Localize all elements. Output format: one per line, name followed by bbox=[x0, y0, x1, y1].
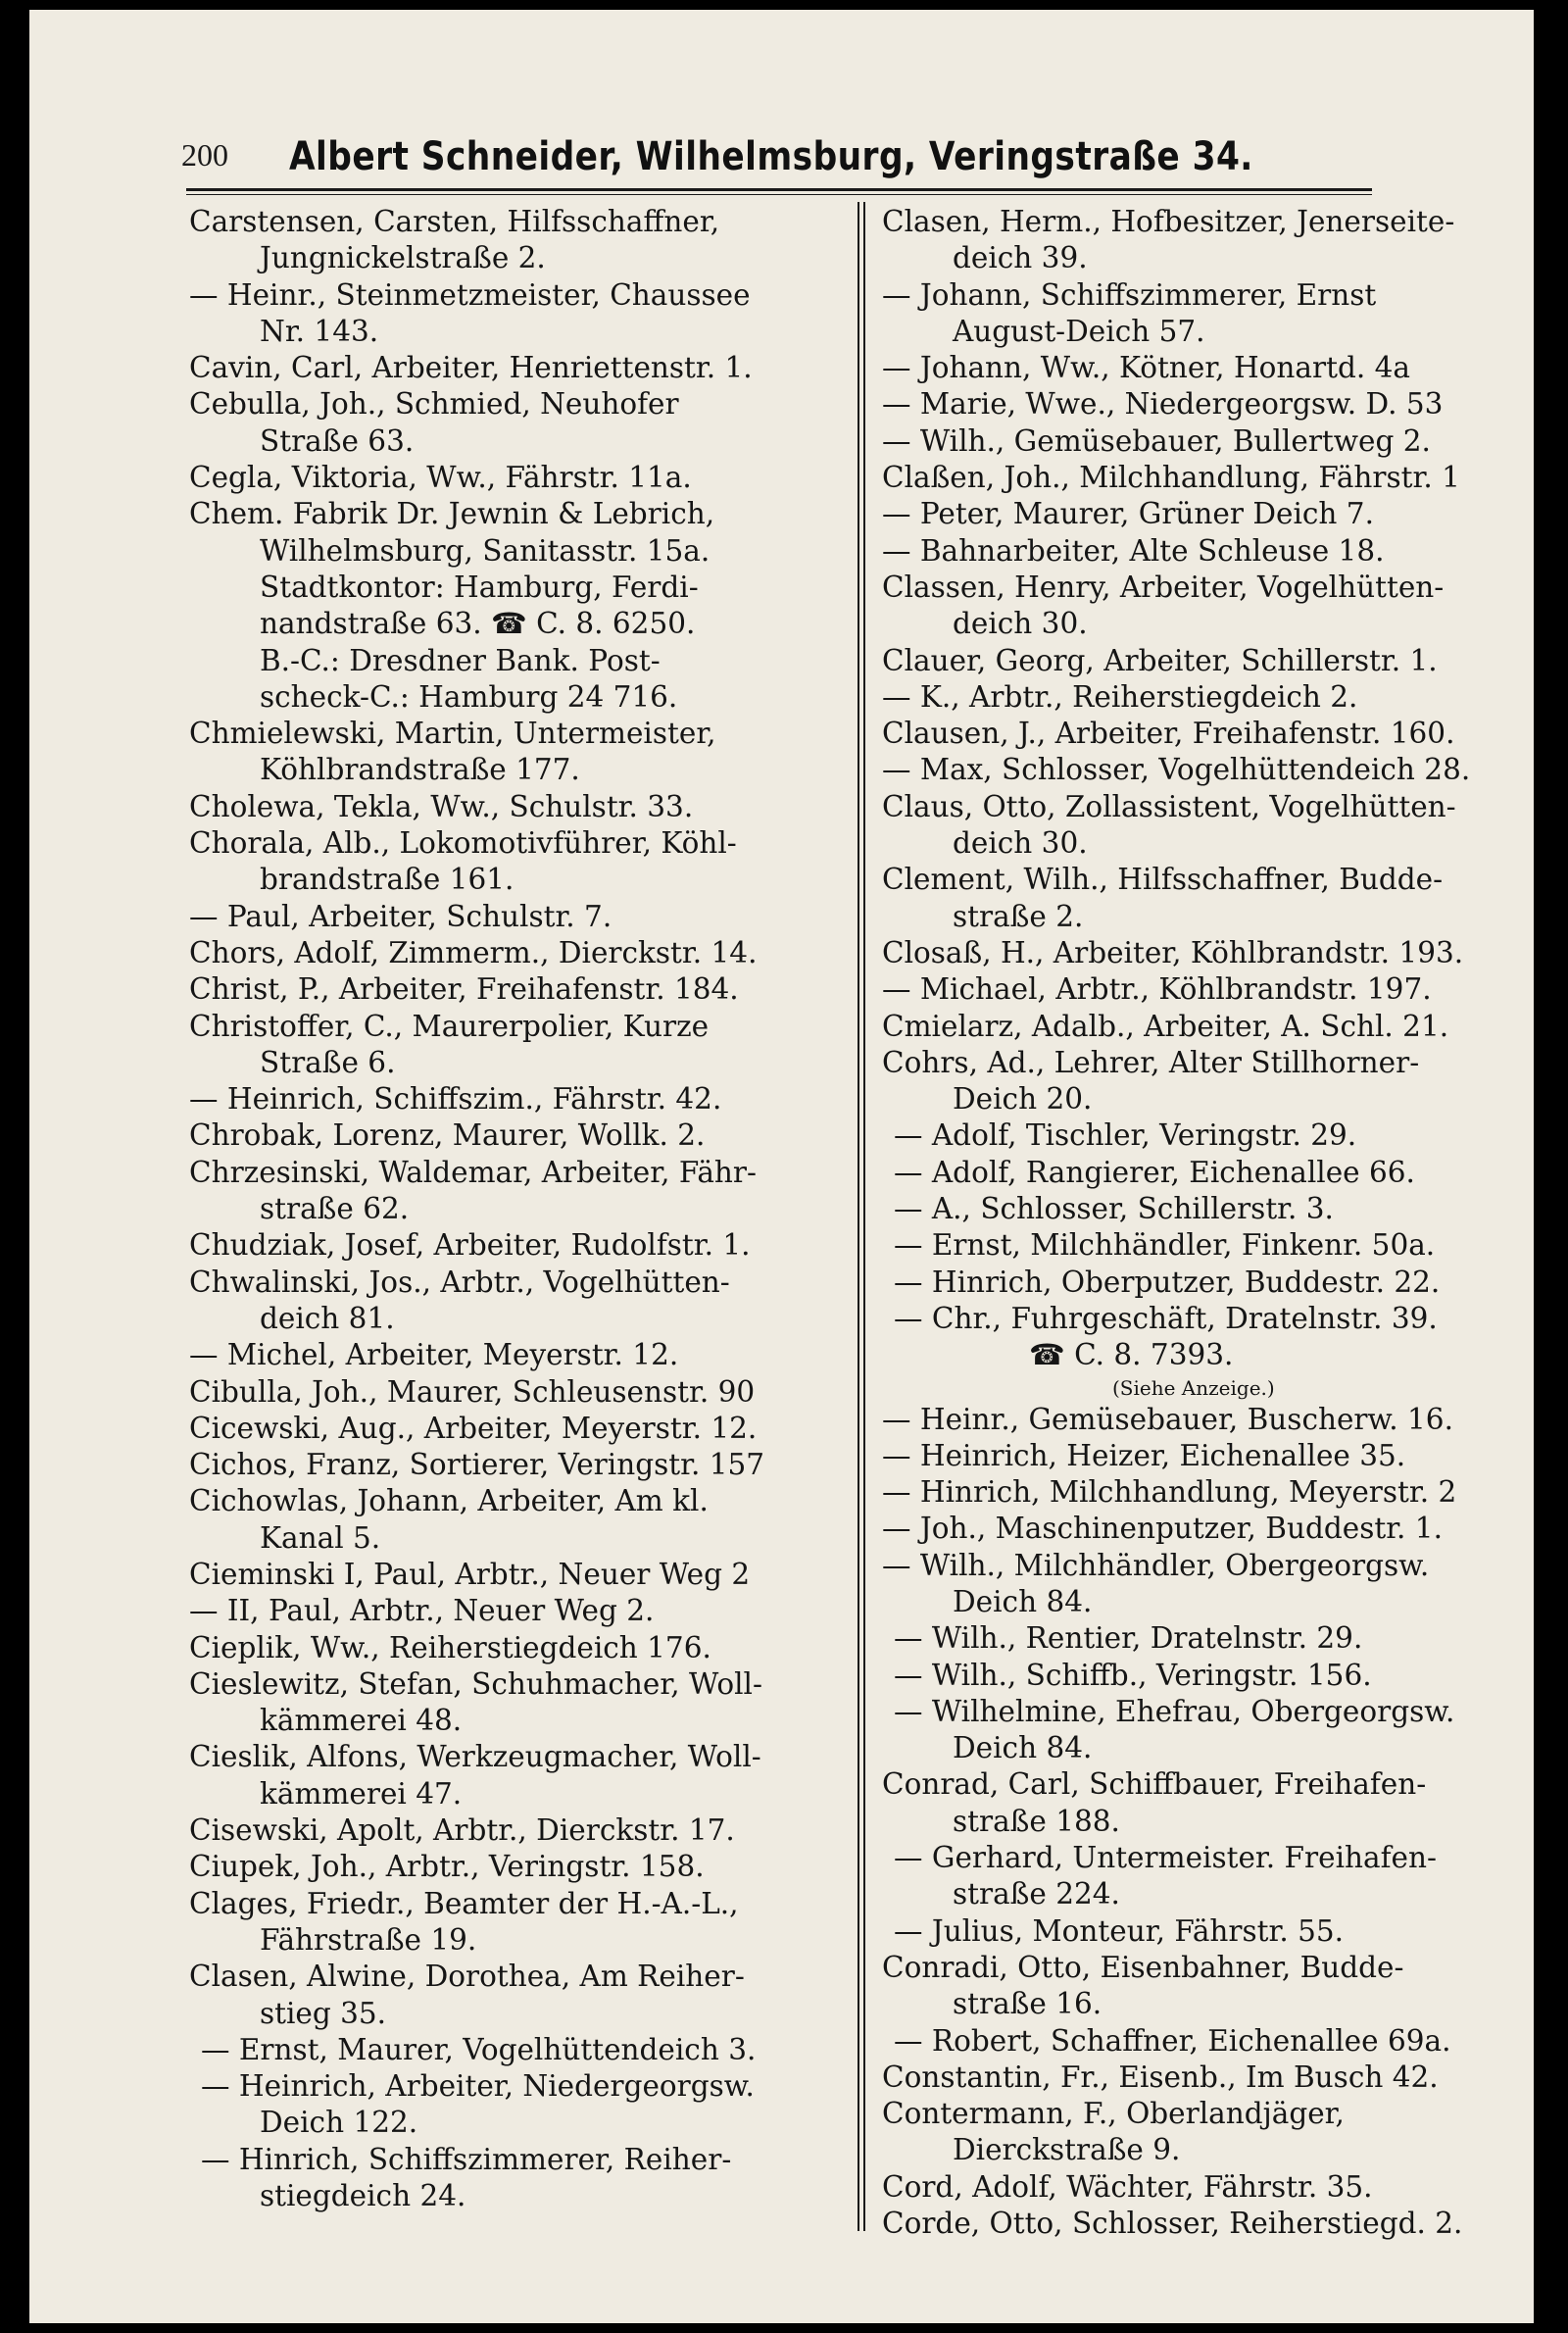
entry-continuation: Stadtkontor: Hamburg, Ferdi- bbox=[260, 570, 699, 604]
entry-continuation: straße 2. bbox=[953, 899, 1084, 933]
entry-line: — Wilh., Gemüsebauer, Bullertweg 2. bbox=[882, 423, 1431, 458]
entry-line: Cichowlas, Johann, Arbeiter, Am kl. bbox=[189, 1484, 709, 1518]
entry-line: Claßen, Joh., Milchhandlung, Fährstr. 1 bbox=[882, 461, 1460, 495]
directory-entry bbox=[882, 1766, 1509, 1840]
directory-entry bbox=[189, 716, 831, 789]
entry-continuation: Nr. 143. bbox=[260, 314, 379, 348]
directory-entry bbox=[189, 1155, 831, 1228]
entry-continuation: Wilhelmsburg, Sanitasstr. 15a. bbox=[260, 533, 710, 568]
entry-line: Chmielewski, Martin, Untermeister, bbox=[189, 717, 716, 751]
entry-line: — K., Arbtr., Reiherstiegdeich 2. bbox=[882, 679, 1358, 714]
directory-entry bbox=[882, 277, 1509, 351]
entry-continuation: Deich 84. bbox=[953, 1584, 1093, 1618]
directory-entry bbox=[189, 386, 831, 460]
entry-line: Cohrs, Ad., Lehrer, Alter Stillhorner- bbox=[882, 1045, 1420, 1079]
entry-line: — Hinrich, Schiffszimmerer, Reiher- bbox=[201, 2142, 732, 2176]
directory-entry bbox=[882, 1620, 1509, 1657]
directory-entry bbox=[882, 2096, 1509, 2169]
entry-continuation: Straße 6. bbox=[260, 1045, 396, 1079]
entry-line: Clasen, Herm., Hofbesitzer, Jenerseite- bbox=[882, 205, 1455, 238]
entry-line: Constantin, Fr., Eisenb., Im Busch 42. bbox=[882, 2060, 1439, 2094]
directory-entry bbox=[882, 1045, 1509, 1118]
directory-entry bbox=[189, 1593, 831, 1629]
directory-entry bbox=[882, 1474, 1509, 1511]
entry-continuation: scheck-C.: Hamburg 24 716. bbox=[260, 679, 678, 714]
entry-line: — Michel, Arbeiter, Meyerstr. 12. bbox=[189, 1338, 679, 1372]
entry-line: Claus, Otto, Zollassistent, Vogelhütten- bbox=[882, 789, 1456, 823]
directory-entry bbox=[882, 460, 1509, 496]
directory-entry bbox=[882, 1694, 1509, 1767]
entry-line: — Peter, Maurer, Grüner Deich 7. bbox=[882, 497, 1374, 531]
directory-entry bbox=[882, 2169, 1509, 2206]
directory-page bbox=[29, 10, 1534, 2323]
directory-entry bbox=[882, 1265, 1509, 1301]
entry-line: — Heinrich, Schiffszim., Fährstr. 42. bbox=[189, 1082, 722, 1117]
entry-line: — Joh., Maschinenputzer, Buddestr. 1. bbox=[882, 1512, 1443, 1546]
entry-line: Cieplik, Ww., Reiherstiegdeich 176. bbox=[189, 1630, 711, 1664]
directory-entry bbox=[882, 1155, 1509, 1191]
directory-entry bbox=[882, 935, 1509, 971]
entry-line: — Wilh., Milchhändler, Obergeorgsw. bbox=[882, 1548, 1430, 1582]
entry-line: — Heinr., Steinmetzmeister, Chaussee bbox=[189, 277, 751, 312]
entry-line: — Heinr., Gemüsebauer, Buscherw. 16. bbox=[882, 1402, 1453, 1436]
entry-continuation: B.-C.: Dresdner Bank. Post- bbox=[260, 643, 661, 677]
entry-continuation: Köhlbrandstraße 177. bbox=[260, 753, 580, 787]
entry-continuation: brandstraße 161. bbox=[260, 863, 514, 897]
directory-entry bbox=[189, 1374, 831, 1411]
directory-entry bbox=[882, 1840, 1509, 1913]
directory-entry bbox=[882, 1511, 1509, 1547]
page-title: Albert Schneider, Wilhelmsburg, Veringstraße 34. bbox=[289, 134, 1253, 179]
entry-line: — Adolf, Tischler, Veringstr. 29. bbox=[894, 1118, 1357, 1153]
entry-line: Classen, Henry, Arbeiter, Vogelhütten- bbox=[882, 570, 1445, 604]
entry-continuation: straße 188. bbox=[953, 1804, 1120, 1838]
entry-continuation: straße 62. bbox=[260, 1192, 410, 1226]
entry-line: — Max, Schlosser, Vogelhüttendeich 28. bbox=[882, 753, 1471, 787]
directory-entry bbox=[882, 752, 1509, 788]
entry-continuation: deich 39. bbox=[953, 241, 1088, 275]
directory-entry bbox=[189, 277, 831, 351]
entry-line: — Marie, Wwe., Niedergeorgsw. D. 53 bbox=[882, 387, 1444, 422]
directory-entry bbox=[882, 1438, 1509, 1474]
directory-entry bbox=[882, 570, 1509, 643]
directory-entry bbox=[189, 971, 831, 1008]
entry-line: — A., Schlosser, Schillerstr. 3. bbox=[894, 1192, 1334, 1226]
directory-entry bbox=[189, 1265, 831, 1338]
entry-continuation: Deich 84. bbox=[953, 1731, 1093, 1765]
directory-entry bbox=[882, 1191, 1509, 1227]
entry-line: Cibulla, Joh., Maurer, Schleusenstr. 90 bbox=[189, 1374, 756, 1409]
directory-entry bbox=[189, 789, 831, 825]
directory-entry bbox=[189, 899, 831, 935]
entry-line: (Siehe Anzeige.) bbox=[1112, 1375, 1275, 1400]
entry-line: Cavin, Carl, Arbeiter, Henriettenstr. 1. bbox=[189, 351, 753, 385]
directory-entry bbox=[189, 825, 831, 899]
entry-line: — Johann, Ww., Kötner, Honartd. 4a bbox=[882, 351, 1410, 385]
entry-line: — Gerhard, Untermeister. Freihafen- bbox=[894, 1841, 1437, 1875]
directory-entry bbox=[882, 1658, 1509, 1694]
entry-line: — Michael, Arbtr., Köhlbrandstr. 197. bbox=[882, 972, 1432, 1007]
entry-continuation: nandstraße 63. ☎ C. 8. 6250. bbox=[260, 607, 696, 641]
directory-entry bbox=[882, 1374, 1509, 1402]
directory-entry bbox=[189, 1812, 831, 1849]
entry-line: — Paul, Arbeiter, Schulstr. 7. bbox=[189, 899, 612, 933]
directory-entry bbox=[189, 1227, 831, 1264]
directory-entry bbox=[882, 789, 1509, 863]
entry-continuation: deich 81. bbox=[260, 1301, 395, 1335]
directory-entry bbox=[882, 679, 1509, 716]
entry-line: Cieslik, Alfons, Werkzeugmacher, Woll- bbox=[189, 1740, 761, 1774]
directory-entry bbox=[189, 1337, 831, 1373]
directory-entry bbox=[189, 350, 831, 386]
directory-entry bbox=[882, 1950, 1509, 2023]
directory-entry bbox=[882, 862, 1509, 935]
entry-line: Clauer, Georg, Arbeiter, Schillerstr. 1. bbox=[882, 643, 1438, 677]
entry-continuation: August-Deich 57. bbox=[953, 314, 1205, 348]
directory-entry bbox=[882, 643, 1509, 679]
entry-line: Chwalinski, Jos., Arbtr., Vogelhütten- bbox=[189, 1265, 730, 1299]
entry-continuation: deich 30. bbox=[953, 607, 1088, 641]
directory-entry bbox=[882, 1301, 1509, 1337]
directory-entry bbox=[882, 1009, 1509, 1045]
directory-entry bbox=[189, 1959, 831, 2032]
entry-continuation: straße 16. bbox=[953, 1987, 1102, 2021]
entry-line: Chrobak, Lorenz, Maurer, Wollk. 2. bbox=[189, 1118, 706, 1153]
directory-entry bbox=[189, 1666, 831, 1740]
directory-entry bbox=[189, 1557, 831, 1593]
entry-continuation: Kanal 5. bbox=[260, 1520, 381, 1555]
directory-entry bbox=[882, 386, 1509, 422]
entry-line: — Bahnarbeiter, Alte Schleuse 18. bbox=[882, 533, 1385, 568]
directory-entry bbox=[882, 533, 1509, 570]
directory-entry bbox=[882, 1227, 1509, 1264]
directory-entry bbox=[189, 1886, 831, 1960]
directory-entry bbox=[882, 204, 1509, 277]
entry-line: — Wilh., Schiffb., Veringstr. 156. bbox=[894, 1658, 1372, 1692]
directory-entry bbox=[189, 1630, 831, 1666]
entry-line: Chorala, Alb., Lokomotivführer, Köhl- bbox=[189, 826, 737, 861]
directory-entry bbox=[882, 1337, 1509, 1373]
entry-continuation: stiegdeich 24. bbox=[260, 2179, 466, 2213]
entry-continuation: stieg 35. bbox=[260, 1996, 387, 2030]
directory-entry bbox=[882, 2206, 1509, 2242]
directory-entry bbox=[189, 1081, 831, 1117]
entry-line: Cisewski, Apolt, Arbtr., Dierckstr. 17. bbox=[189, 1813, 735, 1848]
entry-line: — Julius, Monteur, Fährstr. 55. bbox=[894, 1913, 1345, 1948]
entry-continuation: Straße 63. bbox=[260, 423, 415, 458]
directory-entry bbox=[189, 2068, 831, 2142]
directory-entry bbox=[189, 1117, 831, 1154]
directory-entry bbox=[882, 1402, 1509, 1438]
entry-line: Clasen, Alwine, Dorothea, Am Reiher- bbox=[189, 1960, 745, 1994]
header-rule bbox=[186, 188, 1372, 191]
entry-line: Cebulla, Joh., Schmied, Neuhofer bbox=[189, 387, 679, 422]
entry-line: Clausen, J., Arbeiter, Freihafenstr. 160. bbox=[882, 717, 1455, 751]
entry-continuation: kämmerei 47. bbox=[260, 1776, 463, 1811]
entry-continuation: Dierckstraße 9. bbox=[953, 2133, 1181, 2167]
entry-line: Cieminski I, Paul, Arbtr., Neuer Weg 2 bbox=[189, 1557, 751, 1591]
entry-continuation: kämmerei 48. bbox=[260, 1704, 463, 1738]
directory-entry bbox=[882, 1913, 1509, 1950]
entry-line: — Hinrich, Oberputzer, Buddestr. 22. bbox=[894, 1265, 1441, 1299]
entry-line: — Ernst, Milchhändler, Finkenr. 50a. bbox=[894, 1228, 1436, 1263]
entry-line: — Robert, Schaffner, Eichenallee 69a. bbox=[894, 2023, 1451, 2058]
directory-entry bbox=[189, 935, 831, 971]
entry-line: Clement, Wilh., Hilfsschaffner, Budde- bbox=[882, 863, 1444, 897]
entry-continuation: straße 224. bbox=[953, 1877, 1120, 1911]
entry-line: — Ernst, Maurer, Vogelhüttendeich 3. bbox=[201, 2032, 757, 2066]
entry-line: — Adolf, Rangierer, Eichenallee 66. bbox=[894, 1155, 1415, 1189]
directory-entry bbox=[189, 2142, 831, 2215]
page-header bbox=[181, 125, 1377, 179]
entry-line: — Wilhelmine, Ehefrau, Obergeorgsw. bbox=[894, 1694, 1455, 1728]
entry-line: Cegla, Viktoria, Ww., Fährstr. 11a. bbox=[189, 461, 692, 495]
entry-line: Chrzesinski, Waldemar, Arbeiter, Fähr- bbox=[189, 1155, 757, 1189]
entry-continuation: Jungnickelstraße 2. bbox=[260, 241, 546, 275]
entry-line: Cord, Adolf, Wächter, Fährstr. 35. bbox=[882, 2169, 1373, 2204]
entry-line: Cmielarz, Adalb., Arbeiter, A. Schl. 21. bbox=[882, 1009, 1449, 1043]
header-rule-thin bbox=[186, 194, 1372, 195]
left-column bbox=[189, 204, 831, 2214]
directory-entry bbox=[189, 204, 831, 277]
entry-line: Closaß, H., Arbeiter, Köhlbrandstr. 193. bbox=[882, 935, 1464, 969]
entry-line: Contermann, F., Oberlandjäger, bbox=[882, 2097, 1345, 2131]
entry-continuation: deich 30. bbox=[953, 826, 1088, 861]
column-divider bbox=[858, 202, 865, 2231]
entry-line: Conrad, Carl, Schiffbauer, Freihafen- bbox=[882, 1767, 1427, 1802]
directory-entry bbox=[189, 1483, 831, 1557]
page-number: 200 bbox=[181, 137, 228, 173]
entry-line: ☎ C. 8. 7393. bbox=[1029, 1338, 1234, 1372]
right-column bbox=[882, 204, 1509, 2242]
directory-entry bbox=[189, 496, 831, 716]
directory-entry bbox=[882, 716, 1509, 752]
entry-line: Clages, Friedr., Beamter der H.-A.-L., bbox=[189, 1886, 739, 1920]
entry-line: — Chr., Fuhrgeschäft, Dratelnstr. 39. bbox=[894, 1301, 1438, 1335]
entry-line: Chudziak, Josef, Arbeiter, Rudolfstr. 1. bbox=[189, 1228, 751, 1263]
directory-entry bbox=[882, 1548, 1509, 1621]
entry-line: Christoffer, C., Maurerpolier, Kurze bbox=[189, 1009, 710, 1043]
entry-line: — II, Paul, Arbtr., Neuer Weg 2. bbox=[189, 1594, 655, 1628]
directory-entry bbox=[189, 1447, 831, 1483]
entry-continuation: Fährstraße 19. bbox=[260, 1922, 477, 1957]
directory-entry bbox=[189, 1009, 831, 1082]
entry-line: Corde, Otto, Schlosser, Reiherstiegd. 2. bbox=[882, 2207, 1463, 2241]
directory-entry bbox=[189, 460, 831, 496]
entry-continuation: Deich 20. bbox=[953, 1082, 1093, 1117]
directory-entry bbox=[882, 2023, 1509, 2060]
entry-line: Ciupek, Joh., Arbtr., Veringstr. 158. bbox=[189, 1850, 705, 1884]
entry-line: — Wilh., Rentier, Dratelnstr. 29. bbox=[894, 1621, 1363, 1656]
directory-entry bbox=[189, 1849, 831, 1885]
entry-line: — Hinrich, Milchhandlung, Meyerstr. 2 bbox=[882, 1475, 1457, 1510]
entry-line: Cichos, Franz, Sortierer, Veringstr. 157 bbox=[189, 1448, 765, 1482]
entry-line: Chem. Fabrik Dr. Jewnin & Lebrich, bbox=[189, 497, 715, 531]
directory-entry bbox=[882, 971, 1509, 1008]
directory-entry bbox=[189, 1739, 831, 1812]
entry-line: Chors, Adolf, Zimmerm., Dierckstr. 14. bbox=[189, 935, 758, 969]
entry-line: — Johann, Schiffszimmerer, Ernst bbox=[882, 277, 1377, 312]
entry-line: — Heinrich, Heizer, Eichenallee 35. bbox=[882, 1438, 1406, 1472]
directory-entry bbox=[882, 1117, 1509, 1154]
entry-line: Cicewski, Aug., Arbeiter, Meyerstr. 12. bbox=[189, 1411, 758, 1445]
directory-entry bbox=[189, 1411, 831, 1447]
entry-line: Cholewa, Tekla, Ww., Schulstr. 33. bbox=[189, 789, 694, 823]
directory-entry bbox=[882, 496, 1509, 532]
entry-line: Cieslewitz, Stefan, Schuhmacher, Woll- bbox=[189, 1666, 762, 1701]
entry-line: Carstensen, Carsten, Hilfsschaffner, bbox=[189, 205, 720, 238]
entry-line: Christ, P., Arbeiter, Freihafenstr. 184. bbox=[189, 972, 739, 1007]
entry-line: Conradi, Otto, Eisenbahner, Budde- bbox=[882, 1950, 1404, 1984]
directory-entry bbox=[882, 2060, 1509, 2096]
directory-entry bbox=[882, 350, 1509, 386]
directory-entry bbox=[189, 2032, 831, 2068]
entry-continuation: Deich 122. bbox=[260, 2106, 418, 2140]
directory-entry bbox=[882, 423, 1509, 460]
entry-line: — Heinrich, Arbeiter, Niedergeorgsw. bbox=[201, 2069, 755, 2104]
